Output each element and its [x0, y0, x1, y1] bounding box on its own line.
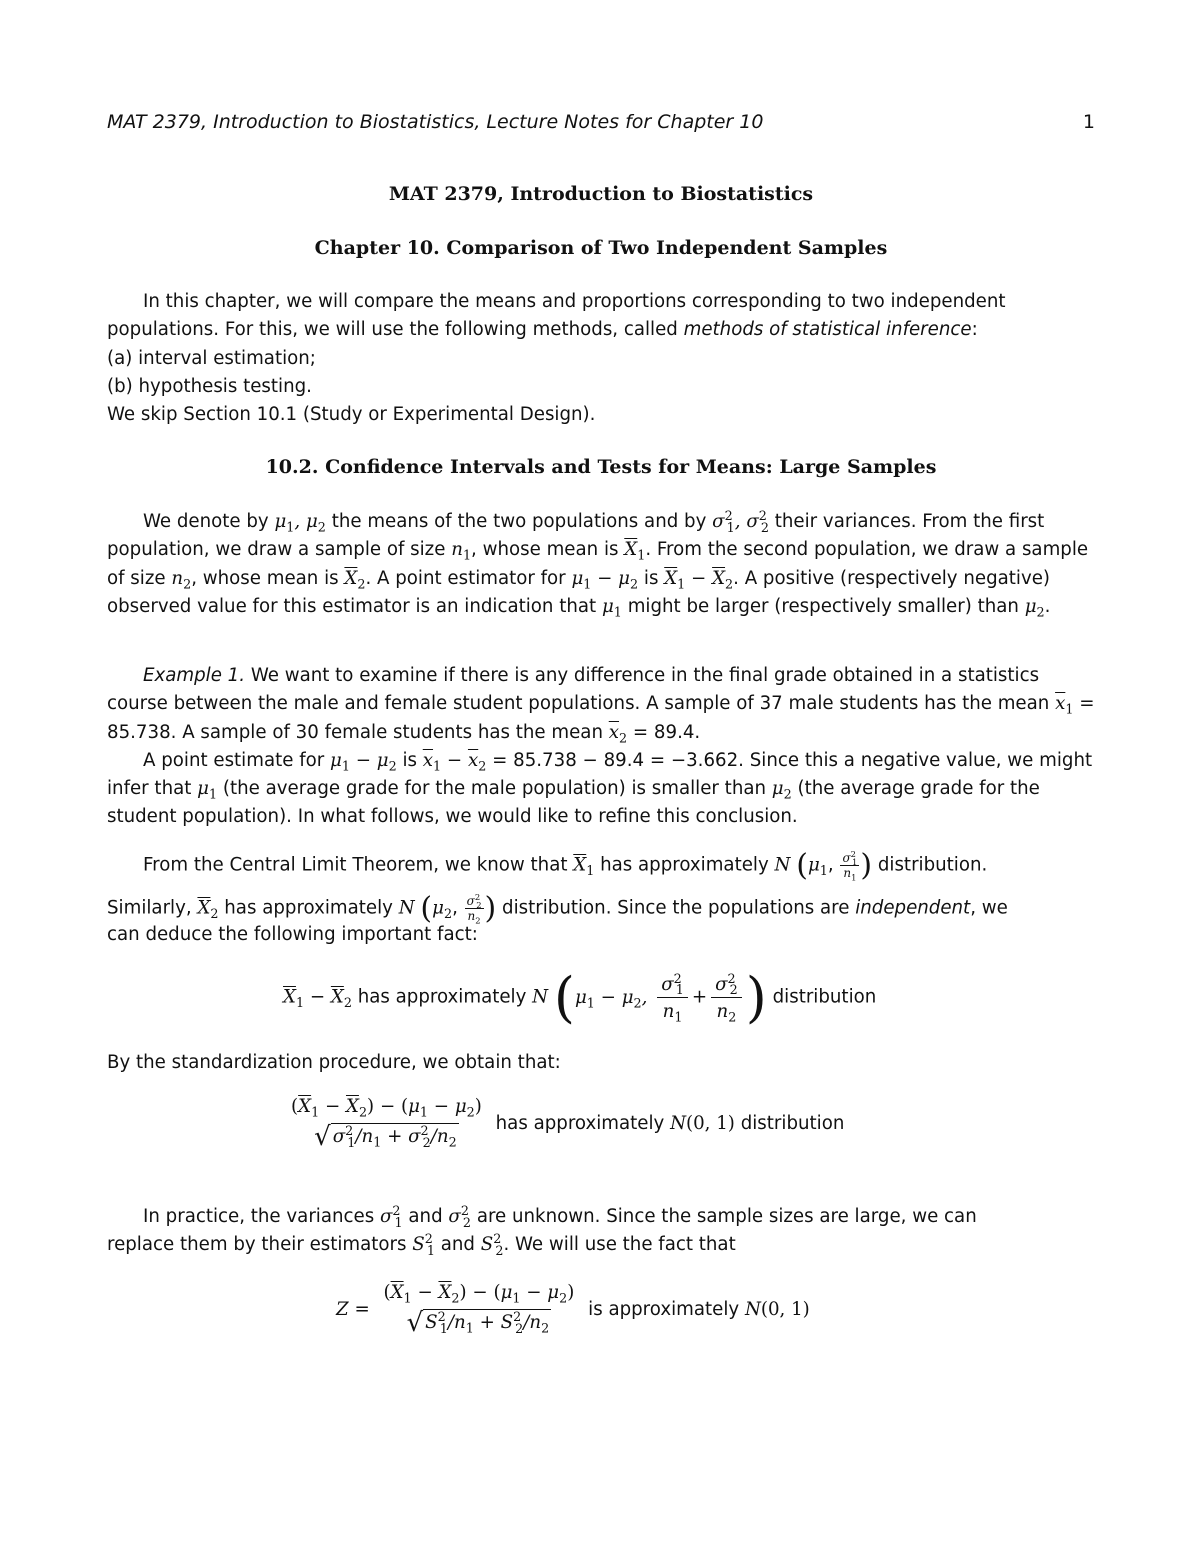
running-title: MAT 2379, Introduction to Biostatistics, Lecture Notes for Chapter 10 — [107, 111, 764, 133]
section-title: 10.2. Confidence Intervals and Tests for Means: Large Samples — [265, 456, 937, 478]
running-header — [107, 111, 1095, 133]
intro-text: In this chapter, we will compare the means and proportions corresponding to two independent populations. For this, we will use the following methods, called — [107, 291, 1006, 341]
practice-line-1: In practice, the variances $\sigma^2_1$ and $\sigma^2_2$ are unknown. Since the sample sizes are large, we can — [143, 1203, 977, 1231]
chapter-title: Chapter 10. Comparison of Two Independent Samples — [314, 237, 888, 259]
equation-difference-distribution: $\overline{X}_1 - \overline{X}_2$ has approximately N ($\mu_1 - \mu_2$, $\frac{\sigma^2_1}{n_1}$ + $\frac{\sigma^2_2}{n_2}$ ) distribution — [283, 966, 877, 1029]
intro-paragraph — [107, 288, 1095, 429]
section-paragraph: We denote by $\mu_1$, $\mu_2$ the means of the two populations and by $\sigma^2_1$, $\sigma^2_2$ their variances. From the first population, we draw a sample of size $n_1$, whose mean is $\overline{X}_1$. From the second population, we draw a sample of size $n_2$, whose mean is $\overline{X}_2$. A point estimator for $\mu_1 - \mu_2$ is $\overline{X}_1 - \overline{X}_2$. A positive (respectively negative) observed value for this estimator is an indication that $\mu_1$ might be larger (respectively smaller) than $\mu_2$. — [107, 508, 1089, 621]
equation-z-statistic: Z = $(\overline{X}_1 - \overline{X}_2) - (\mu_1 - \mu_2)$ √ $S^2_1/n_1 + S^2_2/n_2$ is approximately N(0, 1) — [336, 1282, 810, 1338]
example-label: Example 1. — [143, 665, 246, 686]
intro-text-end: : — [971, 319, 978, 341]
clt-line-2: Similarly, $\overline{X}_2$ has approximately N ($\mu_2$, $\frac{\sigma^2_2}{n_2}$ ) distribution. Since the populations are independent, we — [107, 891, 1008, 926]
equation-standardized: $(\overline{X}_1 - \overline{X}_2) - (\mu_1 - \mu_2)$ √ $\sigma^2_1/n_1 + \sigma^2_2/n_2$ has approximately N(0, 1) distribution — [291, 1096, 845, 1152]
clt-line-3: can deduce the following important fact: — [107, 924, 478, 945]
clt-line-1: From the Central Limit Theorem, we know that $\overline{X}_1$ has approximately N ($\mu_1$, $\frac{\sigma^2_1}{n_1}$ ) distribution. — [143, 848, 988, 883]
intro-emphasis: methods of statistical inference — [683, 319, 972, 341]
page-number: 1 — [1082, 111, 1095, 133]
list-item-b: (b) hypothesis testing. — [107, 375, 312, 397]
list-item-a: (a) interval estimation; — [107, 347, 316, 369]
course-title: MAT 2379, Introduction to Biostatistics — [388, 183, 814, 205]
practice-line-2: replace them by their estimators $S^2_1$ and $S^2_2$. We will use the fact that — [107, 1231, 736, 1259]
example-paragraph: Example 1. We want to examine if there is any difference in the final grade obtained in a statistics course between the male and female student populations. A sample of 37 male students has the mean $\overline{x}_1 = 85.738$. A sample of 30 female students has the mean $\overline{x}_2 = 89.4$. A point estimate for $\mu_1 - \mu_2$ is $\overline{x}_1 - \overline{x}_2 = 85.738 - 89.4 = -3.662$. Since this a negative value, we might infer that $\mu_1$ (the average grade for the male population) is smaller than $\mu_2$ (the average grade for the student population). In what follows, we would like to refine this conclusion. — [107, 665, 1095, 828]
skip-note: We skip Section 10.1 (Study or Experimental Design). — [107, 404, 596, 426]
standardization-intro: By the standardization procedure, we obtain that: — [107, 1052, 561, 1073]
